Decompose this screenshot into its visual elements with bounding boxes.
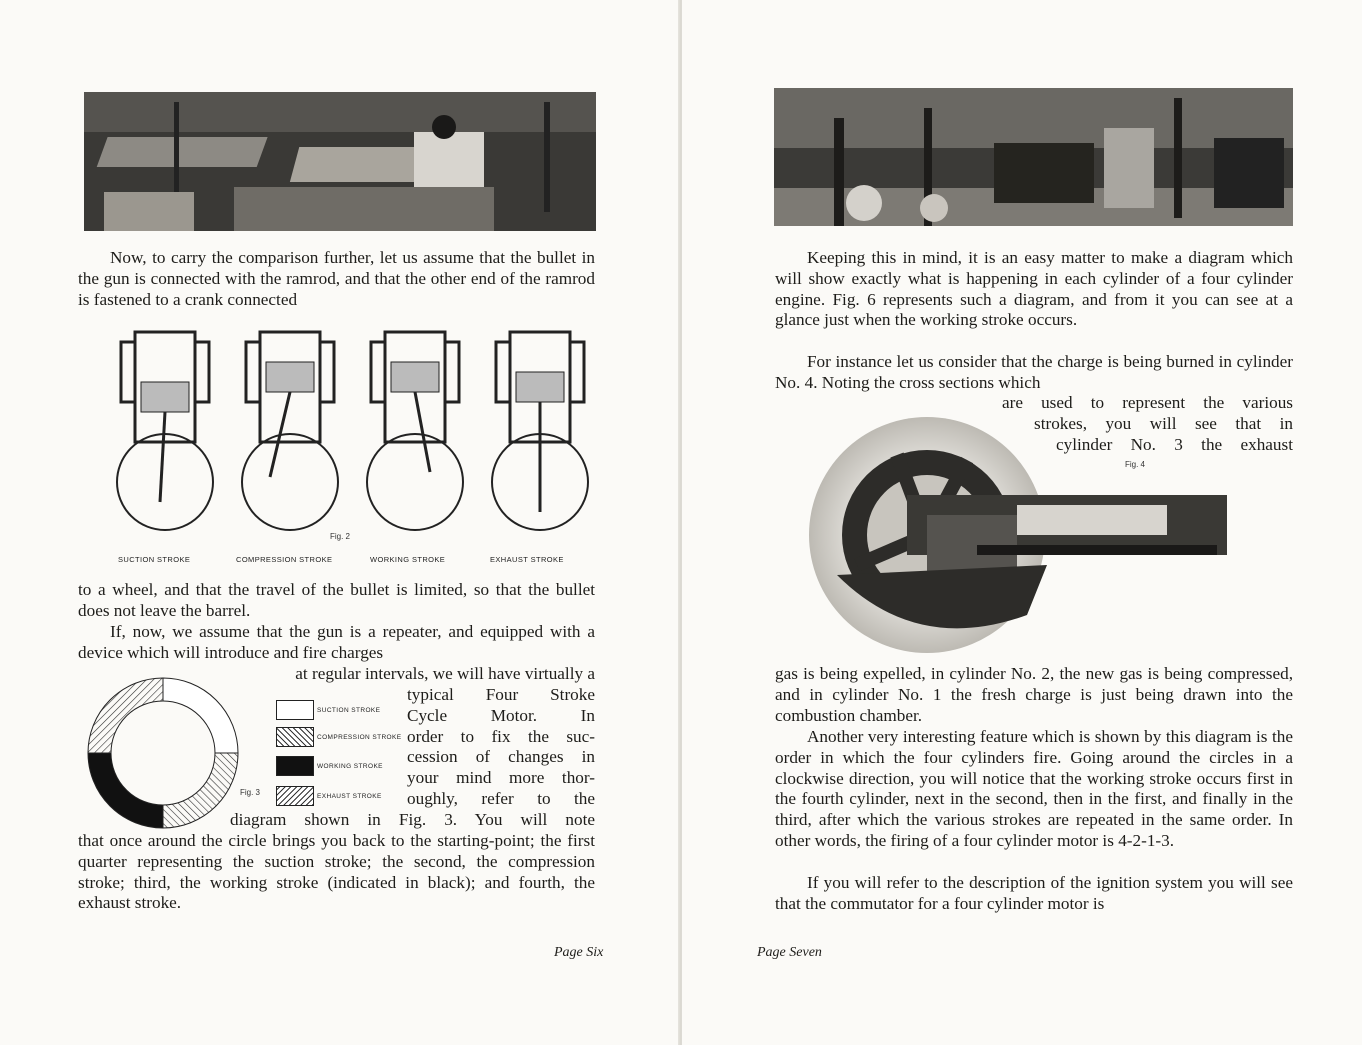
legend-swatch-exhaust <box>276 786 314 806</box>
figure-3-cycle-diagram <box>86 676 240 830</box>
wrap-line: oughly, refer to the <box>407 788 595 808</box>
paragraph-bullet-travel: to a wheel, and that the travel of the bullet is limited, so that the bullet does not leave the barrel. <box>78 580 595 620</box>
wrap-line: typical Four Stroke <box>407 685 595 704</box>
fig-4-label: Fig. 4 <box>1125 460 1146 469</box>
legend-swatch-suction <box>276 700 314 720</box>
caption-exhaust-stroke: EXHAUST STROKE <box>490 555 564 564</box>
cylinder-suction <box>117 332 213 530</box>
caption-suction-stroke: SUCTION STROKE <box>118 555 191 564</box>
paragraph-repeater-start: If, now, we assume that the gun is a repeater, and equipped with a device which will introduce and fire charges <box>78 622 595 662</box>
legend-swatch-compression <box>276 727 314 747</box>
wrap-line: cession of changes in <box>407 747 595 767</box>
paragraph-ramrod: Now, to carry the comparison further, let us assume that the bullet in the gun is connected with the ramrod, and that the other end of the ramrod is fastened to a crank connected <box>78 248 595 309</box>
workshop-photo-drafting <box>84 92 596 231</box>
paragraph-diagram-intro: Keeping this in mind, it is an easy matter to make a diagram which will show exactly what is happening in each cylinder of a four cylinder engine. Fig. 6 represents such a diagram, and from it you can see at a glance just when the working stroke occurs. <box>775 248 1293 330</box>
legend-exhaust-stroke: EXHAUST STROKE <box>317 793 382 800</box>
paragraph-cylinder-end: gas is being expelled, in cylinder No. 2, the new gas is being compressed, and in cylinder No. 1 the fresh charge is just being drawn into the combustion chamber. <box>775 664 1293 725</box>
wrap-line: Cycle Motor. In <box>407 705 595 725</box>
cylinder-compression <box>242 332 338 530</box>
cylinder-exhaust <box>492 332 588 530</box>
page-number-seven: Page Seven <box>757 945 822 960</box>
paragraph-firing-order: Another very interesting feature which is shown by this diagram is the order in which the four cylinders fire. Going around the circles in a clockwise direction, you will notice that the working stroke occurs first in the fourth cylinder, next in the second, then in the first, and finally in the third, after which the various strokes are repeated in the same order. In other words, the firing of a four cylinder motor is 4-2-1-3. <box>775 727 1293 850</box>
page-number-six: Page Six <box>554 945 604 960</box>
wrap-line: cylinder No. 3 the exhaust <box>1056 434 1293 454</box>
paragraph-ignition: If you will refer to the description of the ignition system you will see that the commutator for a four cylinder motor is <box>775 873 1293 913</box>
wrap-line: are used to represent the various <box>1002 393 1293 412</box>
legend-compression-stroke: COMPRESSION STROKE <box>317 734 402 741</box>
left-page <box>0 0 680 1045</box>
legend-swatch-working <box>276 756 314 776</box>
paragraph-cylinder-start: For instance let us consider that the charge is being burned in cylinder No. 4. Noting the cross sections which <box>775 352 1293 392</box>
caption-compression-stroke: COMPRESSION STROKE <box>236 555 333 564</box>
wrap-line: your mind more thor- <box>407 768 595 788</box>
workshop-photo-engines <box>774 88 1293 226</box>
right-page <box>682 0 1362 1045</box>
engine-shop-photo <box>774 88 1293 226</box>
drafting-room-photo <box>84 92 596 231</box>
paragraph-repeater-wrap <box>407 685 595 810</box>
legend-suction-stroke: SUCTION STROKE <box>317 707 381 714</box>
caption-working-stroke: WORKING STROKE <box>370 555 446 564</box>
legend-working-stroke: WORKING STROKE <box>317 763 383 770</box>
cylinder-working <box>367 332 463 530</box>
paragraph-repeater-end: that once around the circle brings you back to the starting-point; the first quarter representing the suction stroke; the second, the compression stroke; third, the working stroke (indicated in black); and fourth, the exhaust stroke. <box>78 831 595 913</box>
wrap-line: order to fix the suc- <box>407 726 595 746</box>
paragraph-repeater-line3: at regular intervals, we will have virtually a <box>295 664 595 683</box>
paragraph-repeater-diagram-line: diagram shown in Fig. 3. You will note <box>230 810 595 829</box>
figure-2-strokes <box>95 322 595 532</box>
figure-4-engine-cutaway <box>777 415 1297 660</box>
fig-2-label: Fig. 2 <box>330 532 351 541</box>
fig-3-label: Fig. 3 <box>240 788 261 797</box>
wrap-line: strokes, you will see that in <box>1034 413 1293 433</box>
